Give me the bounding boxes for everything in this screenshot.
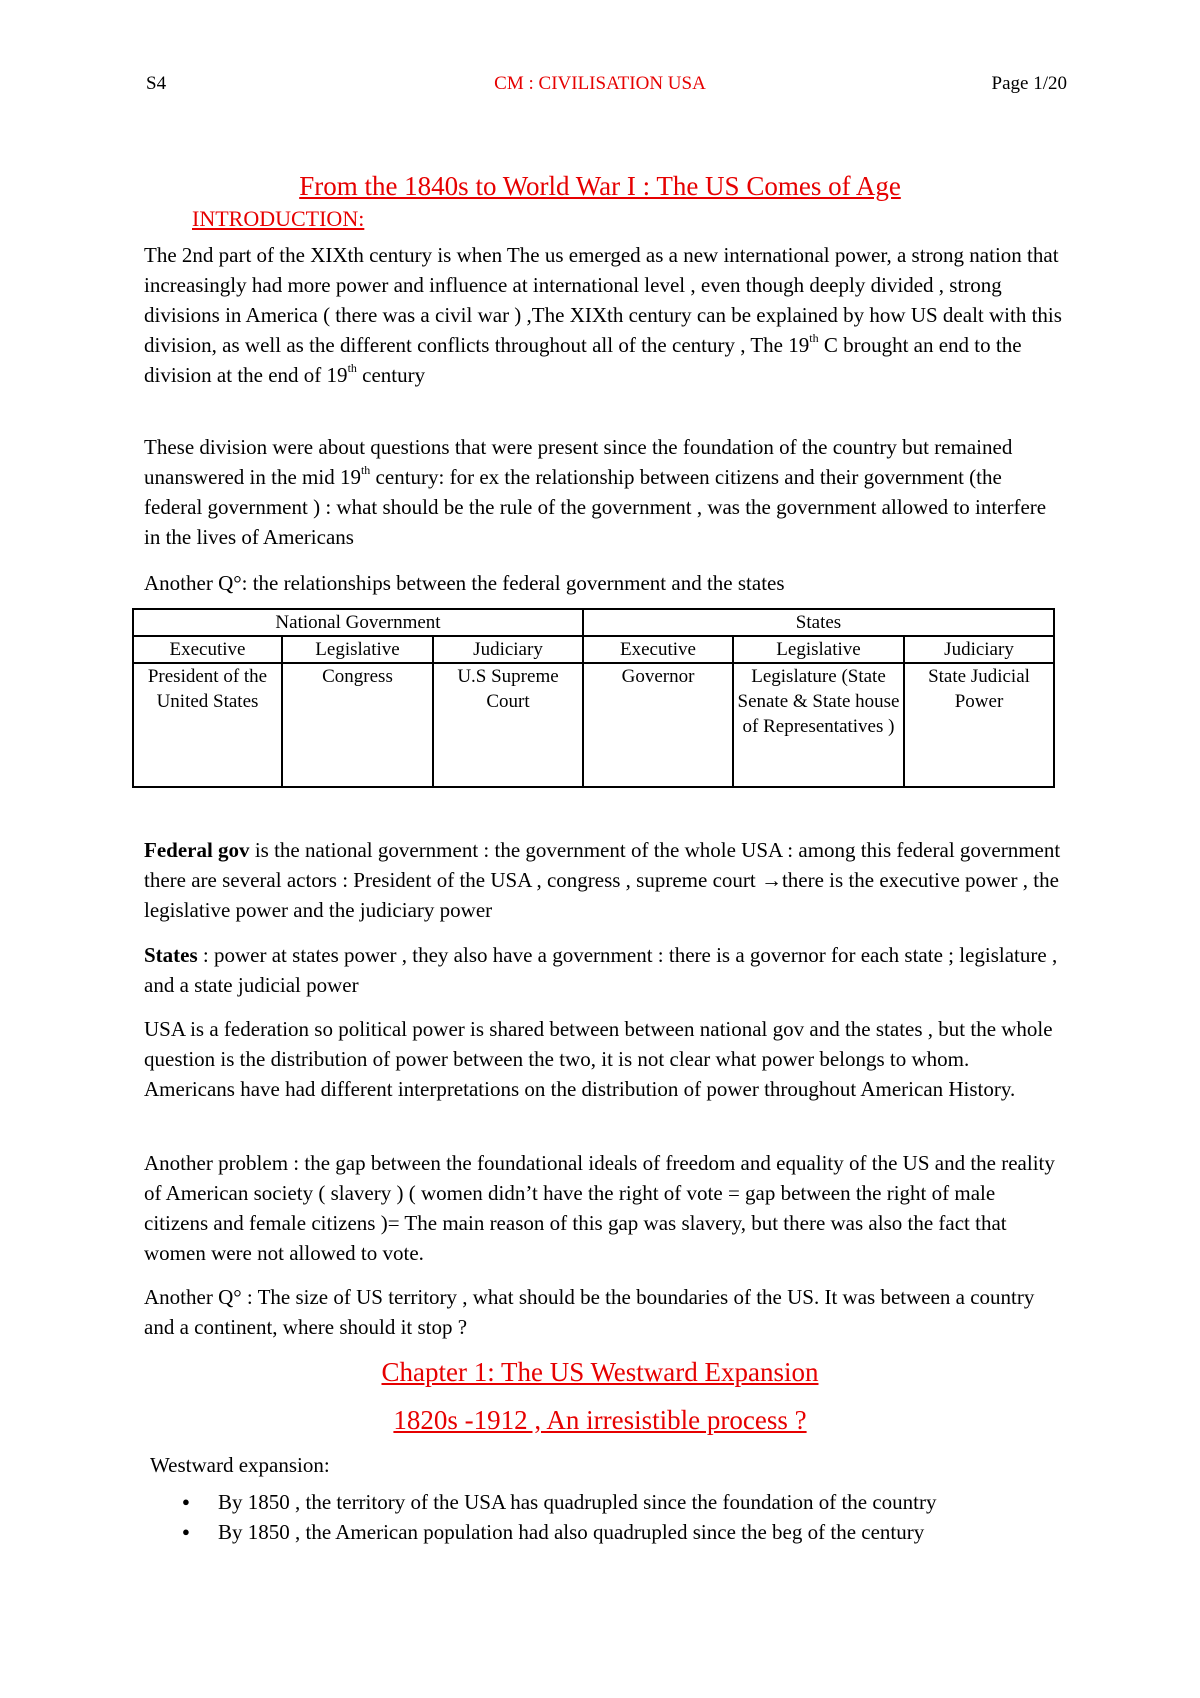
p1-text-a: The 2nd part of the XIXth century is when The us emerged as a new international power, a strong nation that increasingly had more power and influence at international level , even though deeply divided , strong divisions in America ( there was a civil war ) ,The XIXth century can be explained by how US dealt with this division, as well as the different conflicts throughout all of the century , The 19 [144, 243, 1062, 357]
paragraph-territory: Another Q° : The size of US territory , what should be the boundaries of the US. It was between a country and a continent, where should it stop ? [144, 1285, 1035, 1339]
table-header: Legislative [282, 636, 433, 663]
table-cell: Congress [282, 663, 433, 787]
table-header: Judiciary [433, 636, 583, 663]
federal-gov-text: is the national government : the government of the whole USA : among this federal government there are several actors : President of the USA , congress , supreme court →there is the executive power , the legislative power and the judiciary power [144, 838, 1061, 922]
westward-bullet-list [170, 1487, 937, 1547]
federal-gov-term: Federal gov [144, 838, 250, 862]
table-header: Executive [583, 636, 733, 663]
westward-label: Westward expansion: [150, 1453, 330, 1477]
p2-sup: th [360, 463, 371, 477]
paragraph-states [144, 940, 1064, 1000]
list-item: ● By 1850 , the American population had also quadrupled since the beg of the century [170, 1517, 937, 1547]
table-group-states: States [583, 609, 1054, 636]
paragraph-1 [144, 240, 1064, 390]
p1-sup-1: th [809, 331, 819, 345]
paragraph-federal-gov [144, 835, 1064, 925]
p1-sup-2: th [347, 361, 357, 375]
p2-text-a: These division were about questions that were present since the foundation of the country but remained unanswered in the mid 19 [144, 435, 1013, 489]
chapter-subtitle: 1820s -1912 , An irresistible process ? [393, 1405, 807, 1435]
table-header: Judiciary [904, 636, 1054, 663]
table-cell: U.S Supreme Court [433, 663, 583, 787]
p2-text-b: century: for ex the relationship between citizens and their government (the federal government ) : what should be the rule of the government , was the government allowed to interfere in the lives of Americans [144, 465, 1047, 549]
table-row [133, 663, 1054, 787]
table-group-row [133, 609, 1054, 636]
table-header: Legislative [733, 636, 904, 663]
paragraph-federation: USA is a federation so political power is shared between between national gov and the states , but the whole question is the distribution of power between the two, it is not clear what power belongs to whom. Americans have had different interpretations on the distribution of power throughout American History. [144, 1017, 1053, 1101]
table-cell: Legislature (State Senate & State house of Representatives ) [733, 663, 904, 787]
states-term: States [144, 943, 198, 967]
introduction-heading: INTRODUCTION: [192, 206, 365, 231]
header-page-number: Page 1/20 [991, 73, 1067, 94]
table-header-row [133, 636, 1054, 663]
government-structure-table [132, 608, 1055, 788]
list-item: ● By 1850 , the territory of the USA has quadrupled since the foundation of the country [170, 1487, 937, 1517]
header-left: S4 [146, 73, 167, 94]
table-header: Executive [133, 636, 282, 663]
p1-text-b: C brought an end to the division at the end of 19 [144, 333, 1022, 387]
states-text: : power at states power , they also have a government : there is a governor for each state ; legislature , and a state judicial power [144, 943, 1058, 997]
table-group-national: National Government [133, 609, 583, 636]
table-cell: Governor [583, 663, 733, 787]
paragraph-2 [144, 432, 1064, 552]
header-course-title: CM : CIVILISATION USA [494, 73, 706, 94]
paragraph-3: Another Q°: the relationships between the federal government and the states [144, 571, 785, 595]
chapter-title: Chapter 1: The US Westward Expansion [381, 1357, 819, 1387]
paragraph-another-problem: Another problem : the gap between the foundational ideals of freedom and equality of the US and the reality of American society ( slavery ) ( women didn’t have the right of vote = gap between the right of male citizens and female citizens )= The main reason of this gap was slavery, but there was also the fact that women were not allowed to vote. [144, 1151, 1055, 1265]
table-cell: State Judicial Power [904, 663, 1054, 787]
document-title: From the 1840s to World War I : The US Comes of Age [299, 171, 901, 201]
p1-text-c: century [356, 363, 426, 387]
table-cell: President of the United States [133, 663, 282, 787]
